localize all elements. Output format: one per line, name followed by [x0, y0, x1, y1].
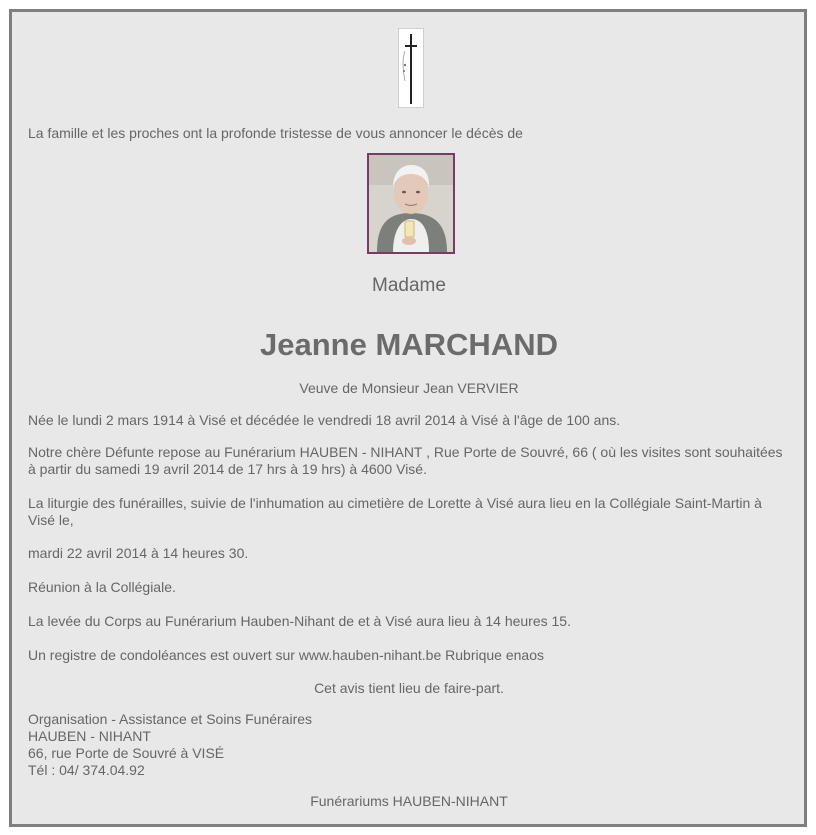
repose-text: Notre chère Défunte repose au Funérarium HAUBEN - NIHANT , Rue Porte de Souvré, 66 ( où les visites sont souhaitées à partir du samedi 19 avril 2014 de 17 hrs à 19 hrs) à 4600 Visé.	[28, 444, 783, 477]
intro-text: La famille et les proches ont la profonde tristesse de vous annoncer le décès de	[28, 125, 523, 141]
footer-text: Funérariums HAUBEN-NIHANT	[310, 793, 508, 809]
salutation: Madame	[372, 275, 446, 296]
organisation-line-1: Organisation - Assistance et Soins Funéraires	[28, 711, 313, 727]
organisation-phone: Tél : 04/ 374.04.92	[28, 762, 145, 778]
liturgy-text: La liturgie des funérailles, suivie de l'inhumation au cimetière de Lorette à Visé aura lieu en la Collégiale Saint-Martin à Visé le,	[28, 495, 762, 528]
organisation-address: 66, rue Porte de Souvré à VISÉ	[28, 745, 225, 761]
birth-death-text: Née le lundi 2 mars 1914 à Visé et décédée le vendredi 18 avril 2014 à Visé à l'âge de 100 ans.	[28, 412, 621, 428]
funeral-date: mardi 22 avril 2014 à 14 heures 30.	[28, 545, 249, 561]
notice-frame	[9, 9, 807, 827]
portrait-photo	[367, 153, 455, 254]
widow-of: Veuve de Monsieur Jean VERVIER	[299, 380, 519, 396]
deceased-name: Jeanne MARCHAND	[260, 327, 558, 362]
organisation-line-2: HAUBEN - NIHANT	[28, 728, 151, 744]
removal-text: La levée du Corps au Funérarium Hauben-Nihant de et à Visé aura lieu à 14 heures 15.	[28, 613, 571, 629]
cross-icon	[398, 28, 424, 108]
meeting-text: Réunion à la Collégiale.	[28, 579, 176, 595]
faire-part-text: Cet avis tient lieu de faire-part.	[314, 680, 504, 696]
registry-text: Un registre de condoléances est ouvert sur www.hauben-nihant.be Rubrique enaos	[28, 647, 544, 663]
